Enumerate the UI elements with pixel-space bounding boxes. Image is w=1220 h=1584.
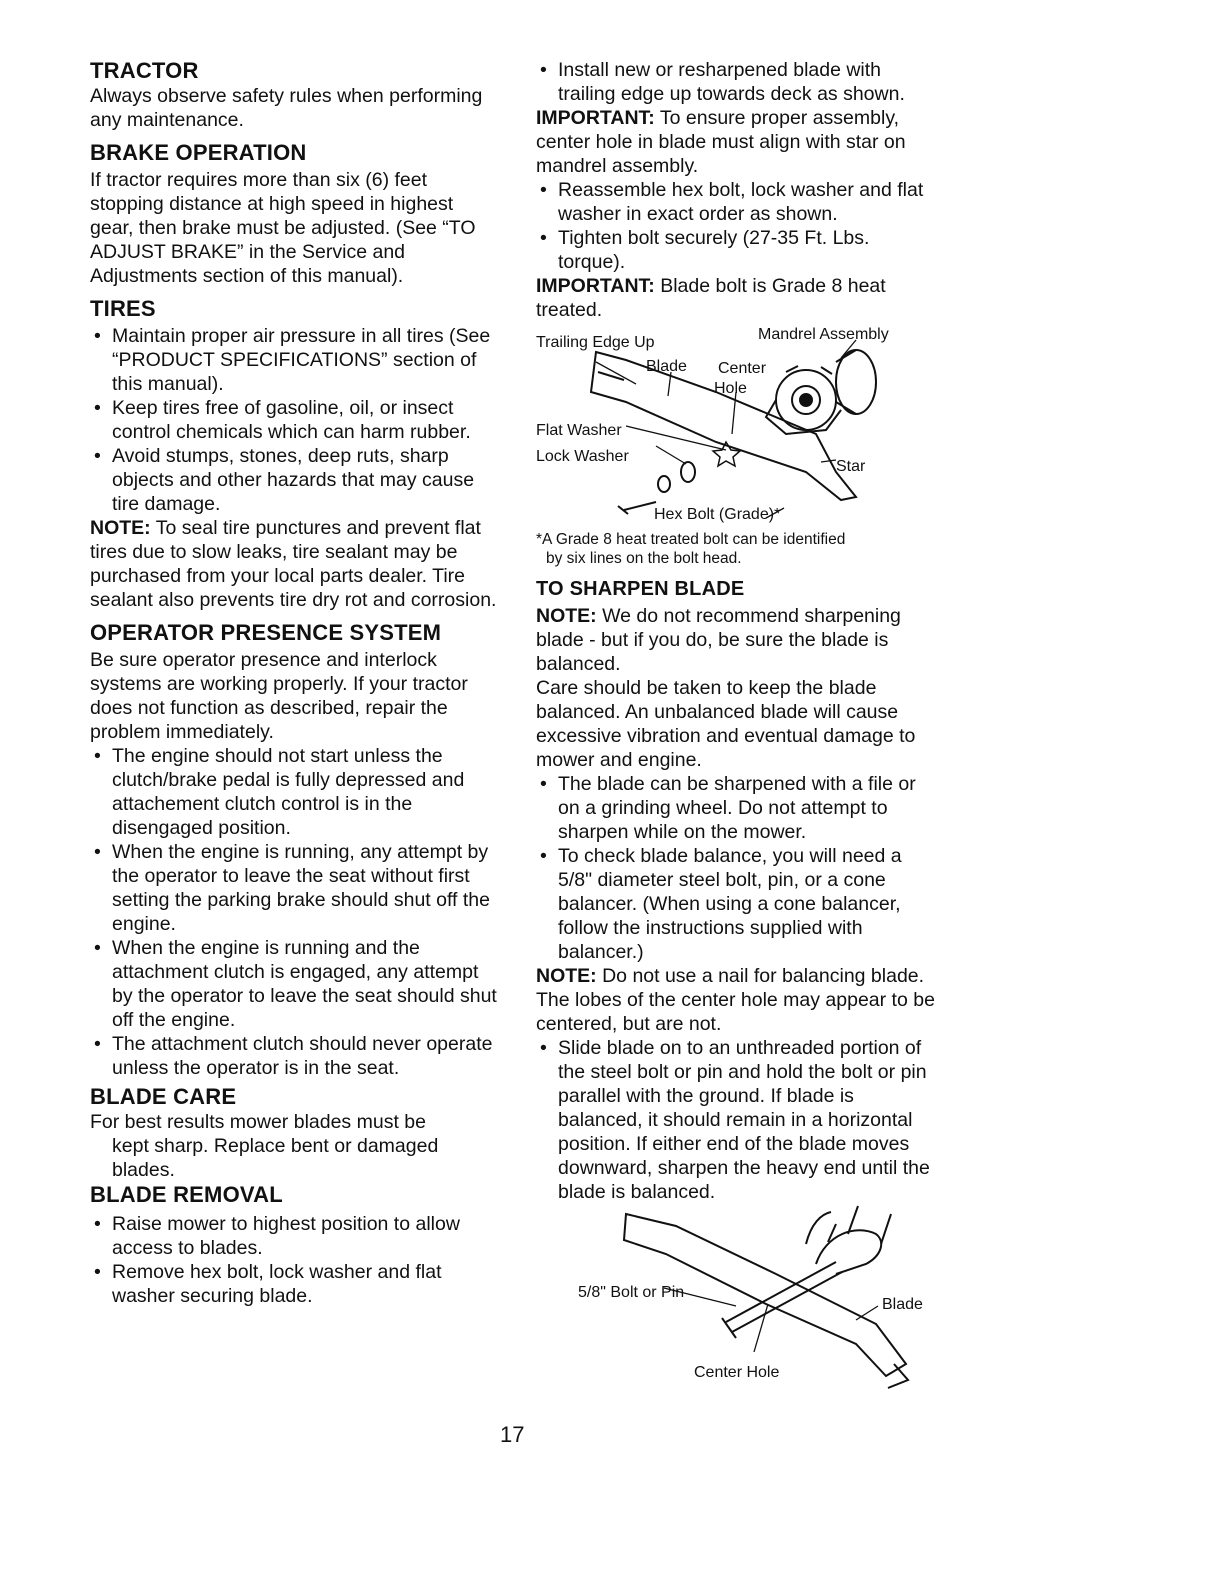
removal-list bbox=[90, 1212, 500, 1308]
brake-heading: BRAKE OPERATION bbox=[90, 140, 307, 165]
label-hole: Hole bbox=[714, 380, 747, 397]
list-item: • Raise mower to highest position to allow access to blades. bbox=[90, 1212, 500, 1260]
important-label: IMPORTANT: bbox=[536, 275, 655, 297]
note-text: To seal tire punctures and prevent flat tires due to slow leaks, tire sealant may be purchased from your local parts dealer. Tire sealant also prevents tire dry rot and corrosion. bbox=[90, 517, 497, 611]
list-item: • The blade can be sharpened with a file or on a grinding wheel. Do not attempt to sharpen while on the mower. bbox=[536, 772, 936, 844]
left-column bbox=[90, 58, 500, 1308]
balance-list bbox=[536, 1036, 936, 1204]
ops-heading: OPERATOR PRESENCE SYSTEM bbox=[90, 620, 442, 645]
list-item: • Avoid stumps, stones, deep ruts, sharp objects and other hazards that may cause tire damage. bbox=[90, 444, 500, 516]
brake-text: If tractor requires more than six (6) feet stopping distance at high speed in highest gear, then brake must be adjusted. (See “TO ADJUST BRAKE” in the Service and Adjustments section of this manual). bbox=[90, 169, 476, 287]
list-item: • To check blade balance, you will need a 5/8" diameter steel bolt, pin, or a cone balancer. (When using a cone balancer, follow the instructions supplied with balancer.) bbox=[536, 844, 936, 964]
blade-assembly-figure bbox=[536, 322, 936, 530]
ops-list bbox=[90, 744, 500, 1080]
list-item: • Remove hex bolt, lock washer and flat washer securing blade. bbox=[90, 1260, 500, 1308]
tires-note bbox=[90, 516, 500, 612]
tractor-heading: TRACTOR bbox=[90, 58, 199, 83]
sharpen-note-2 bbox=[536, 964, 936, 1036]
label-blade: Blade bbox=[646, 358, 687, 375]
important-1 bbox=[536, 106, 936, 178]
blade-care-line1: For best results mower blades must be bbox=[90, 1111, 426, 1133]
install-list bbox=[536, 58, 936, 106]
label-flat-washer: Flat Washer bbox=[536, 422, 622, 439]
list-item: • When the engine is running and the attachment clutch is engaged, any attempt by the operator to leave the seat should shut off the engine. bbox=[90, 936, 500, 1032]
right-column bbox=[536, 58, 936, 1400]
label-trailing-edge: Trailing Edge Up bbox=[536, 334, 655, 351]
label-mandrel: Mandrel Assembly bbox=[758, 326, 889, 343]
list-item: • Install new or resharpened blade with trailing edge up towards deck as shown. bbox=[536, 58, 936, 106]
page-number: 17 bbox=[500, 1422, 525, 1447]
tires-list bbox=[90, 324, 500, 516]
important-2 bbox=[536, 274, 936, 322]
reassemble-list bbox=[536, 178, 936, 274]
important-text: Blade bolt is Grade 8 heat treated. bbox=[536, 275, 886, 321]
label-center-hole: Center Hole bbox=[694, 1364, 780, 1381]
important-text: To ensure proper assembly, center hole in blade must align with star on mandrel assembly. bbox=[536, 107, 906, 177]
blade-balance-figure bbox=[536, 1204, 936, 1400]
label-lock-washer: Lock Washer bbox=[536, 448, 629, 465]
list-item: • Slide blade on to an unthreaded portion of the steel bolt or pin and hold the bolt or pin parallel with the ground. If blade is balanced, it should remain in a horizontal position. If either end of the blade moves downward, sharpen the heavy end until the blade is balanced. bbox=[536, 1036, 936, 1204]
tires-heading: TIRES bbox=[90, 296, 156, 321]
footnote-line1: *A Grade 8 heat treated bolt can be identified bbox=[536, 531, 846, 548]
blade-care-line2: kept sharp. Replace bent or damaged blades. bbox=[112, 1135, 439, 1181]
list-item: • The engine should not start unless the clutch/brake pedal is fully depressed and attachement clutch control is in the disengaged position. bbox=[90, 744, 500, 840]
list-item: • Reassemble hex bolt, lock washer and flat washer in exact order as shown. bbox=[536, 178, 936, 226]
ops-text: Be sure operator presence and interlock systems are working properly. If your tractor does not function as described, repair the problem immediately. bbox=[90, 649, 468, 743]
blade-care-heading: BLADE CARE bbox=[90, 1084, 237, 1109]
blade-removal-heading: BLADE REMOVAL bbox=[90, 1182, 283, 1207]
label-center: Center bbox=[718, 360, 767, 377]
list-item: • When the engine is running, any attempt by the operator to leave the seat without first setting the parking brake should shut off the engine. bbox=[90, 840, 500, 936]
note-text: We do not recommend sharpening blade - but if you do, be sure the blade is balanced. bbox=[536, 605, 901, 675]
note-text: Do not use a nail for balancing blade. The lobes of the center hole may appear to be centered, but are not. bbox=[536, 965, 935, 1035]
list-item: • Keep tires free of gasoline, oil, or insect control chemicals which can harm rubber. bbox=[90, 396, 500, 444]
list-item: • Maintain proper air pressure in all tires (See “PRODUCT SPECIFICATIONS” section of this manual). bbox=[90, 324, 500, 396]
label-blade: Blade bbox=[882, 1296, 923, 1313]
note-label: NOTE: bbox=[536, 605, 597, 627]
list-item: • Tighten bolt securely (27-35 Ft. Lbs. torque). bbox=[536, 226, 936, 274]
label-star: Star bbox=[836, 458, 866, 475]
sharpen-text: Care should be taken to keep the blade balanced. An unbalanced blade will cause excessive vibration and eventual damage to mower and engine. bbox=[536, 677, 916, 771]
tractor-text: Always observe safety rules when performing any maintenance. bbox=[90, 85, 483, 131]
note-label: NOTE: bbox=[90, 517, 151, 539]
sharpen-list bbox=[536, 772, 936, 964]
sharpen-note bbox=[536, 604, 936, 676]
note-label: NOTE: bbox=[536, 965, 597, 987]
list-item: • The attachment clutch should never operate unless the operator is in the seat. bbox=[90, 1032, 500, 1080]
label-bolt-or-pin: 5/8" Bolt or Pin bbox=[578, 1284, 685, 1301]
footnote-line2: by six lines on the bolt head. bbox=[546, 550, 742, 567]
label-hex-bolt: Hex Bolt (Grade)* bbox=[654, 506, 781, 523]
important-label: IMPORTANT: bbox=[536, 107, 655, 129]
sharpen-heading: TO SHARPEN BLADE bbox=[536, 578, 745, 600]
